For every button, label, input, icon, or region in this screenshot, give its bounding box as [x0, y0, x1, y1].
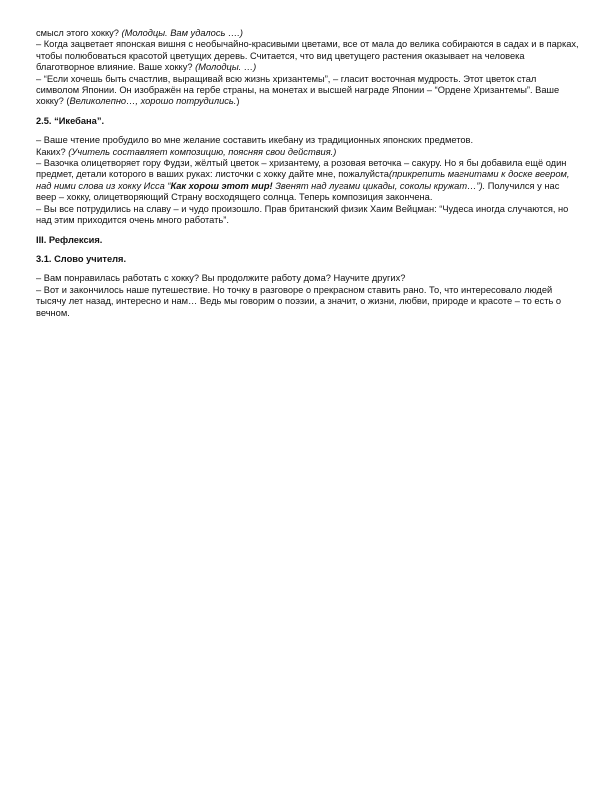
teacher-note: (Молодцы. …) [195, 62, 257, 73]
paragraph-text: смысл этого хокку? [36, 28, 122, 38]
paragraph-vase [36, 158, 580, 204]
paragraph-text: – Ваше чтение пробудило во мне желание составить икебану из традиционных японских предметов. [36, 135, 474, 146]
paragraph-text: Получился у нас веер – хокку, олицетворяющий Страну восходящего солнца. Теперь композиция закончена. [36, 180, 560, 203]
section-heading-reflection: III. Рефлексия. [36, 234, 103, 245]
haiku-quote-bold: Как хорош этот мир! [170, 180, 273, 191]
paragraph-conclusion: – Вот и закончилось наше путешествие. Но точку в разговоре о прекрасном ставить рано. То, что интересовало людей тысячу лет назад, интересно и нам… Ведь мы говорим о поэзии, а значит, о жизни, любви, природе и красоте – то есть о вечном. [36, 284, 562, 318]
paragraph-chrysanthemum [36, 74, 580, 108]
paragraph-text: ) [236, 96, 240, 107]
paragraph-text: – “Если хочешь быть счастлив, выращивай всю жизнь хризантемы”, – гласит восточная мудрость. Этот цветок стал символом Японии. Он изображён на гербе страны, на монетах и высшей награде Японии – “Ордене Хризантемы”. Ваше хокку? ( [36, 73, 560, 107]
paragraph-ikebana-intro [36, 135, 580, 158]
paragraph-question: – Вам понравилась работать с хокку? Вы продолжите работу дома? Научите других? [36, 273, 406, 284]
section-heading-ikebana: 2.5. “Икебана”. [36, 115, 105, 126]
paragraph-text: Каких? [36, 146, 69, 157]
teacher-note: (Учитель составляет композицию, поясняя свои действия.) [68, 146, 337, 157]
teacher-note: (Молодцы. Вам удалось ….) [121, 28, 243, 38]
document-page [36, 28, 580, 319]
teacher-note: Звенят над лугами цикады, соколы кружат…”). [272, 180, 486, 191]
teacher-note: (прикрепить магнитами к доске веером, над ними слова из хокку Исса “ [36, 169, 570, 191]
section-heading-teacher-word: 3.1. Слово учителя. [36, 253, 127, 264]
paragraph-text: – Вазочка олицетворяет гору Фудзи, жёлтый цветок – хризантему, а розовая веточка – сакуру. Но я бы добавила ещё один предмет, детали которого в ваших руках: листочки с хокку дайте мне, пожалуйста [36, 158, 567, 180]
paragraph-text: – Когда зацветает японская вишня с необычайно-красивыми цветами, все от мала до велика собираются в садах и в парках, чтобы полюбоваться красотой цветущих деревь. Считается, что вид цветущего растения оказывает на человека благотворное влияние. Ваше хокку? [36, 39, 579, 73]
teacher-note: Великолепно…, хорошо потрудились. [69, 96, 237, 107]
paragraph-miracle: – Вы все потрудились на славу – и чудо произошло. Прав британский физик Хаим Вейцман: “Чудеса иногда случаются, но над этим приходится очень много работать”. [36, 203, 569, 226]
paragraph-sakura [36, 39, 580, 73]
paragraph-intro [36, 28, 580, 39]
